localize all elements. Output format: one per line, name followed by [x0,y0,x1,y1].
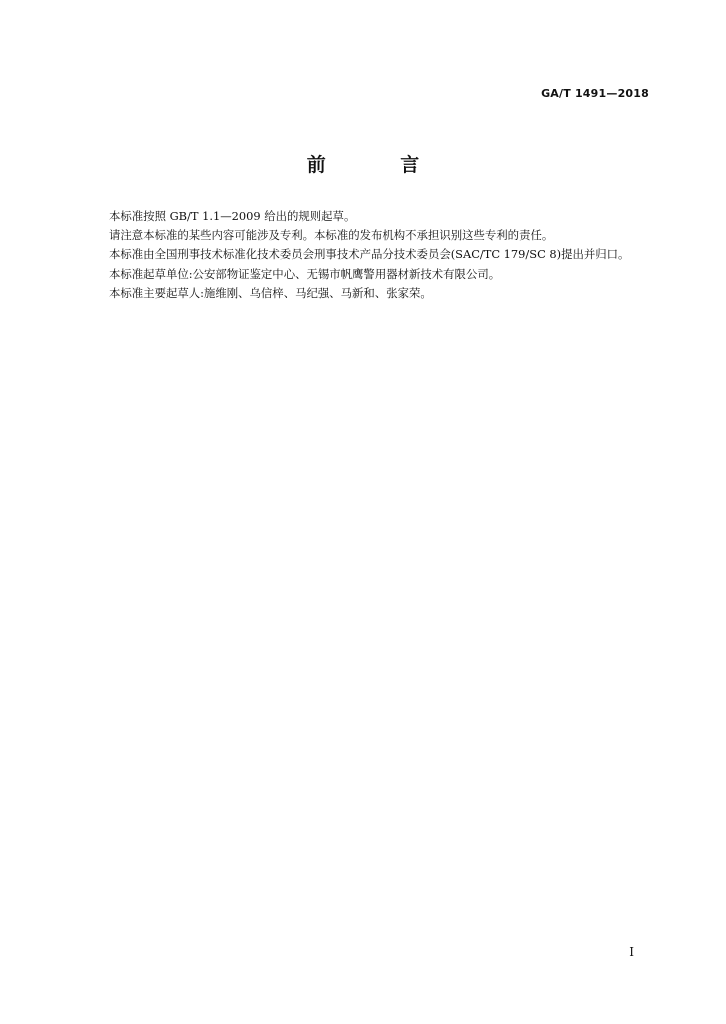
paragraph-main-drafters: 本标准主要起草人:施维刚、乌信梓、马纪强、马新和、张家荣。 [109,285,432,300]
foreword-body [86,207,638,303]
paragraph-proposed-by: 本标准由全国刑事技术标准化技术委员会刑事技术产品分技术委员会(SAC/TC 179/SC 8)提出并归口。 [109,247,630,262]
page-number: I [629,945,634,959]
page-title: 前 言 [306,154,454,176]
paragraph-patent-notice: 请注意本标准的某些内容可能涉及专利。本标准的发布机构不承担识别这些专利的责任。 [109,228,554,243]
paragraph-drafting-rules: 本标准按照 GB/T 1.1—2009 给出的规则起草。 [109,209,356,223]
paragraph-drafting-units: 本标准起草单位:公安部物证鉴定中心、无锡市帆鹰警用器材新技术有限公司。 [109,266,501,281]
standard-number: GA/T 1491—2018 [541,87,649,100]
